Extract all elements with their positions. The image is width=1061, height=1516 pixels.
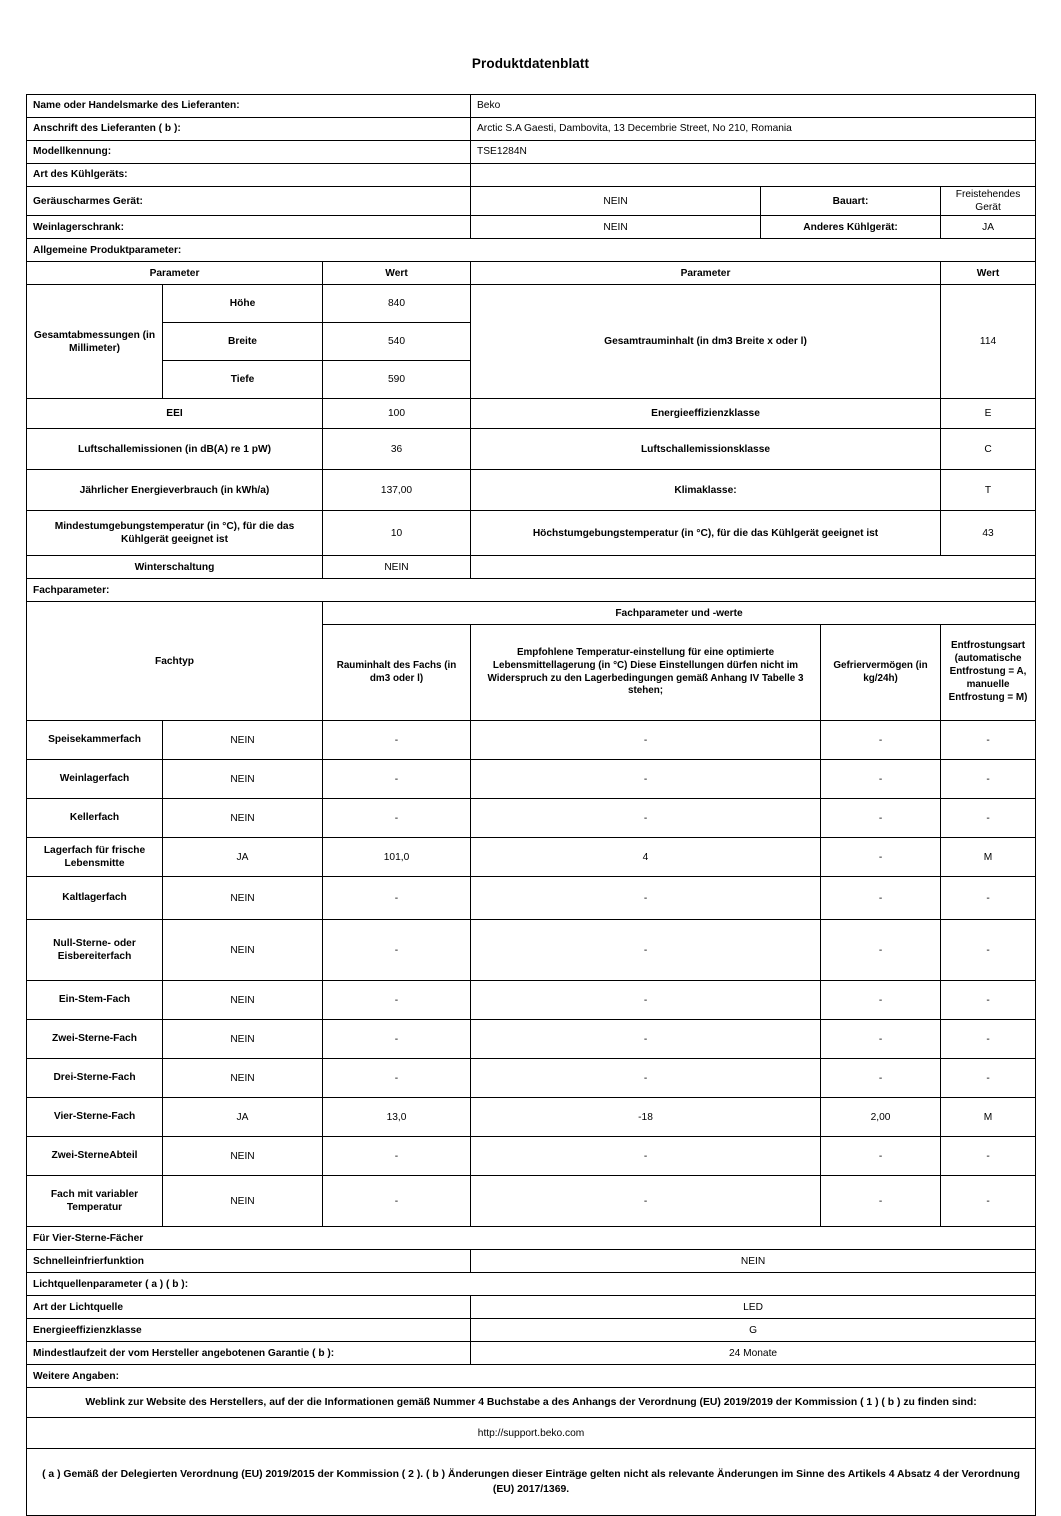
dimension-width-value: 540 bbox=[323, 323, 471, 361]
other-appliance-label: Anderes Kühlgerät: bbox=[761, 216, 941, 239]
appliance-type-value bbox=[471, 164, 1036, 187]
compartment-name: Fach mit variabler Temperatur bbox=[27, 1176, 163, 1227]
model-identifier-label: Modellkennung: bbox=[27, 141, 471, 164]
compartment-name: Lagerfach für frische Lebensmitte bbox=[27, 838, 163, 877]
compartment-present: NEIN bbox=[163, 920, 323, 981]
datasheet-table-wrapper bbox=[26, 94, 1035, 1516]
compartment-freezing: - bbox=[821, 799, 941, 838]
table-row bbox=[27, 579, 1036, 602]
light-type-label: Art der Lichtquelle bbox=[27, 1296, 471, 1319]
compartment-defrost: - bbox=[941, 1137, 1036, 1176]
compartment-defrost: - bbox=[941, 760, 1036, 799]
noise-class-value: C bbox=[941, 429, 1036, 470]
value-header-left: Wert bbox=[323, 262, 471, 285]
compartment-volume: - bbox=[323, 1059, 471, 1098]
dimension-height-label: Höhe bbox=[163, 285, 323, 323]
eei-value: 100 bbox=[323, 399, 471, 429]
compartment-volume: - bbox=[323, 920, 471, 981]
compartment-volume: - bbox=[323, 721, 471, 760]
table-row bbox=[27, 187, 1036, 216]
compartment-temperature: - bbox=[471, 920, 821, 981]
value-header-right: Wert bbox=[941, 262, 1036, 285]
compartment-present: NEIN bbox=[163, 981, 323, 1020]
table-row bbox=[27, 1137, 1036, 1176]
compartment-freezing: 2,00 bbox=[821, 1098, 941, 1137]
table-row bbox=[27, 285, 1036, 323]
compartment-freezing: - bbox=[821, 877, 941, 920]
compartment-defrost: M bbox=[941, 1098, 1036, 1137]
table-row bbox=[27, 1176, 1036, 1227]
compartment-freezing-header: Gefriervermögen (in kg/24h) bbox=[821, 625, 941, 721]
energy-class-value: E bbox=[941, 399, 1036, 429]
weblink-note: Weblink zur Website des Herstellers, auf der die Informationen gemäß Nummer 4 Buchstabe a des Anhangs der Verordnung (EU) 2019/2019 der Kommission ( 1 ) ( b ) zu finden sind: bbox=[27, 1388, 1036, 1418]
compartment-temperature: - bbox=[471, 760, 821, 799]
compartment-volume: - bbox=[323, 877, 471, 920]
table-row bbox=[27, 981, 1036, 1020]
table-row bbox=[27, 239, 1036, 262]
compartment-present: JA bbox=[163, 1098, 323, 1137]
compartment-freezing: - bbox=[821, 838, 941, 877]
compartment-present: NEIN bbox=[163, 1137, 323, 1176]
winter-setting-empty bbox=[471, 556, 1036, 579]
compartment-volume: - bbox=[323, 1137, 471, 1176]
compartment-freezing: - bbox=[821, 1059, 941, 1098]
table-row bbox=[27, 399, 1036, 429]
compartment-temperature-header: Empfohlene Temperatur-einstellung für eine optimierte Lebensmittellagerung (in °C) Diese Einstellungen dürfen nicht im Widerspruch zu den Lagerbedingungen gemäß Anhang IV Tabelle 3 stehen; bbox=[471, 625, 821, 721]
page-title: Produktdatenblatt bbox=[471, 56, 590, 71]
light-source-section-title: Lichtquellenparameter ( a ) ( b ): bbox=[27, 1273, 1036, 1296]
compartment-name: Zwei-Sterne-Fach bbox=[27, 1020, 163, 1059]
table-row bbox=[27, 1388, 1036, 1418]
compartment-name: Vier-Sterne-Fach bbox=[27, 1098, 163, 1137]
supplier-address-value: Arctic S.A Gaesti, Dambovita, 13 Decembrie Street, No 210, Romania bbox=[471, 118, 1036, 141]
supplier-address-label: Anschrift des Lieferanten ( b ): bbox=[27, 118, 471, 141]
compartment-present: NEIN bbox=[163, 1059, 323, 1098]
table-row bbox=[27, 602, 1036, 625]
table-row bbox=[27, 118, 1036, 141]
noise-emission-label: Luftschallemissionen (in dB(A) re 1 pW) bbox=[27, 429, 323, 470]
light-type-value: LED bbox=[471, 1296, 1036, 1319]
eei-label: EEI bbox=[27, 399, 323, 429]
max-ambient-temp-label: Höchstumgebungstemperatur (in °C), für die das Kühlgerät geeignet ist bbox=[471, 511, 941, 556]
parameter-header-right: Parameter bbox=[471, 262, 941, 285]
four-star-section-title: Für Vier-Sterne-Fächer bbox=[27, 1227, 1036, 1250]
compartment-name: Ein-Stem-Fach bbox=[27, 981, 163, 1020]
table-row bbox=[27, 1098, 1036, 1137]
climate-class-value: T bbox=[941, 470, 1036, 511]
fast-freeze-label: Schnelleinfrierfunktion bbox=[27, 1250, 471, 1273]
build-type-value: Freistehendes Gerät bbox=[941, 187, 1036, 216]
light-class-label: Energieeffizienzklasse bbox=[27, 1319, 471, 1342]
compartment-present: NEIN bbox=[163, 799, 323, 838]
winter-setting-label: Winterschaltung bbox=[27, 556, 323, 579]
compartment-parameters-section-title: Fachparameter: bbox=[27, 579, 1036, 602]
table-row bbox=[27, 429, 1036, 470]
overall-dimensions-label: Gesamtabmessungen (in Millimeter) bbox=[27, 285, 163, 399]
compartment-freezing: - bbox=[821, 1020, 941, 1059]
compartment-volume: 13,0 bbox=[323, 1098, 471, 1137]
compartment-freezing: - bbox=[821, 981, 941, 1020]
compartment-freezing: - bbox=[821, 760, 941, 799]
model-identifier-value: TSE1284N bbox=[471, 141, 1036, 164]
compartment-temperature: - bbox=[471, 799, 821, 838]
table-row bbox=[27, 1296, 1036, 1319]
wine-cabinet-value: NEIN bbox=[471, 216, 761, 239]
low-noise-value: NEIN bbox=[471, 187, 761, 216]
table-row bbox=[27, 1227, 1036, 1250]
table-row bbox=[27, 1449, 1036, 1516]
table-row bbox=[27, 216, 1036, 239]
fast-freeze-value: NEIN bbox=[471, 1250, 1036, 1273]
table-row bbox=[27, 760, 1036, 799]
compartment-name: Kaltlagerfach bbox=[27, 877, 163, 920]
dimension-depth-value: 590 bbox=[323, 361, 471, 399]
compartment-type-header: Fachtyp bbox=[27, 602, 323, 721]
compartment-defrost: - bbox=[941, 1059, 1036, 1098]
compartment-freezing: - bbox=[821, 1176, 941, 1227]
other-appliance-value: JA bbox=[941, 216, 1036, 239]
dimension-width-label: Breite bbox=[163, 323, 323, 361]
compartment-volume: - bbox=[323, 799, 471, 838]
compartment-present: NEIN bbox=[163, 1176, 323, 1227]
winter-setting-value: NEIN bbox=[323, 556, 471, 579]
compartment-temperature: - bbox=[471, 721, 821, 760]
table-row bbox=[27, 799, 1036, 838]
compartment-freezing: - bbox=[821, 721, 941, 760]
compartment-defrost: - bbox=[941, 981, 1036, 1020]
compartment-freezing: - bbox=[821, 920, 941, 981]
warranty-value: 24 Monate bbox=[471, 1342, 1036, 1365]
table-row bbox=[27, 1020, 1036, 1059]
climate-class-label: Klimaklasse: bbox=[471, 470, 941, 511]
compartment-name: Zwei-SterneAbteil bbox=[27, 1137, 163, 1176]
compartment-present: NEIN bbox=[163, 760, 323, 799]
table-row bbox=[27, 141, 1036, 164]
compartment-name: Drei-Sterne-Fach bbox=[27, 1059, 163, 1098]
table-row bbox=[27, 877, 1036, 920]
compartment-temperature: 4 bbox=[471, 838, 821, 877]
compartment-present: NEIN bbox=[163, 877, 323, 920]
table-row bbox=[27, 470, 1036, 511]
total-volume-label: Gesamtrauminhalt (in dm3 Breite x oder l) bbox=[471, 285, 941, 399]
compartment-defrost-header: Entfrostungsart (automatische Entfrostung = A, manuelle Entfrostung = M) bbox=[941, 625, 1036, 721]
compartment-defrost: - bbox=[941, 799, 1036, 838]
table-row bbox=[27, 262, 1036, 285]
build-type-label: Bauart: bbox=[761, 187, 941, 216]
compartment-defrost: M bbox=[941, 838, 1036, 877]
parameter-header-left: Parameter bbox=[27, 262, 323, 285]
table-row bbox=[27, 1319, 1036, 1342]
compartment-temperature: - bbox=[471, 1059, 821, 1098]
compartment-freezing: - bbox=[821, 1137, 941, 1176]
light-class-value: G bbox=[471, 1319, 1036, 1342]
table-row bbox=[27, 920, 1036, 981]
total-volume-value: 114 bbox=[941, 285, 1036, 399]
further-information-section-title: Weitere Angaben: bbox=[27, 1365, 1036, 1388]
product-datasheet-table bbox=[26, 94, 1036, 1516]
annual-energy-label: Jährlicher Energieverbrauch (in kWh/a) bbox=[27, 470, 323, 511]
table-row bbox=[27, 1273, 1036, 1296]
table-row bbox=[27, 1250, 1036, 1273]
compartment-defrost: - bbox=[941, 721, 1036, 760]
compartment-present: JA bbox=[163, 838, 323, 877]
compartment-temperature: -18 bbox=[471, 1098, 821, 1137]
supplier-name-value: Beko bbox=[471, 95, 1036, 118]
noise-emission-value: 36 bbox=[323, 429, 471, 470]
compartment-temperature: - bbox=[471, 1020, 821, 1059]
legal-footnote: ( a ) Gemäß der Delegierten Verordnung (EU) 2019/2015 der Kommission ( 2 ). ( b ) Änderungen dieser Einträge gelten nicht als relevante Änderungen im Sinne des Artikels 4 Absatz 4 der Verordnung (EU) 2017/1369. bbox=[27, 1449, 1036, 1516]
min-ambient-temp-value: 10 bbox=[323, 511, 471, 556]
compartment-name: Weinlagerfach bbox=[27, 760, 163, 799]
table-row bbox=[27, 164, 1036, 187]
annual-energy-value: 137,00 bbox=[323, 470, 471, 511]
compartment-volume-header: Rauminhalt des Fachs (in dm3 oder l) bbox=[323, 625, 471, 721]
compartment-defrost: - bbox=[941, 877, 1036, 920]
compartment-present: NEIN bbox=[163, 721, 323, 760]
dimension-height-value: 840 bbox=[323, 285, 471, 323]
table-row bbox=[27, 1342, 1036, 1365]
compartment-defrost: - bbox=[941, 1020, 1036, 1059]
table-row bbox=[27, 721, 1036, 760]
compartment-volume: - bbox=[323, 1020, 471, 1059]
appliance-type-label: Art des Kühlgeräts: bbox=[27, 164, 471, 187]
low-noise-label: Geräuscharmes Gerät: bbox=[27, 187, 471, 216]
min-ambient-temp-label: Mindestumgebungstemperatur (in °C), für die das Kühlgerät geeignet ist bbox=[27, 511, 323, 556]
compartment-defrost: - bbox=[941, 1176, 1036, 1227]
compartment-temperature: - bbox=[471, 1137, 821, 1176]
manufacturer-weblink[interactable]: http://support.beko.com bbox=[27, 1418, 1036, 1449]
table-row bbox=[27, 1059, 1036, 1098]
compartment-name: Kellerfach bbox=[27, 799, 163, 838]
wine-cabinet-label: Weinlagerschrank: bbox=[27, 216, 471, 239]
table-row bbox=[27, 556, 1036, 579]
compartment-temperature: - bbox=[471, 1176, 821, 1227]
energy-class-label: Energieeffizienzklasse bbox=[471, 399, 941, 429]
table-row bbox=[27, 95, 1036, 118]
compartment-volume: - bbox=[323, 760, 471, 799]
compartment-present: NEIN bbox=[163, 1020, 323, 1059]
compartment-temperature: - bbox=[471, 981, 821, 1020]
max-ambient-temp-value: 43 bbox=[941, 511, 1036, 556]
compartment-volume: - bbox=[323, 981, 471, 1020]
table-row bbox=[27, 1418, 1036, 1449]
warranty-label: Mindestlaufzeit der vom Hersteller angebotenen Garantie ( b ): bbox=[27, 1342, 471, 1365]
supplier-name-label: Name oder Handelsmarke des Lieferanten: bbox=[27, 95, 471, 118]
noise-class-label: Luftschallemissionsklasse bbox=[471, 429, 941, 470]
general-parameters-section-title: Allgemeine Produktparameter: bbox=[27, 239, 1036, 262]
compartment-defrost: - bbox=[941, 920, 1036, 981]
table-row bbox=[27, 838, 1036, 877]
compartment-volume: 101,0 bbox=[323, 838, 471, 877]
table-row bbox=[27, 1365, 1036, 1388]
compartment-values-group-header: Fachparameter und -werte bbox=[323, 602, 1036, 625]
dimension-depth-label: Tiefe bbox=[163, 361, 323, 399]
compartment-temperature: - bbox=[471, 877, 821, 920]
compartment-name: Speisekammerfach bbox=[27, 721, 163, 760]
compartment-name: Null-Sterne- oder Eisbereiterfach bbox=[27, 920, 163, 981]
compartment-volume: - bbox=[323, 1176, 471, 1227]
table-row bbox=[27, 511, 1036, 556]
